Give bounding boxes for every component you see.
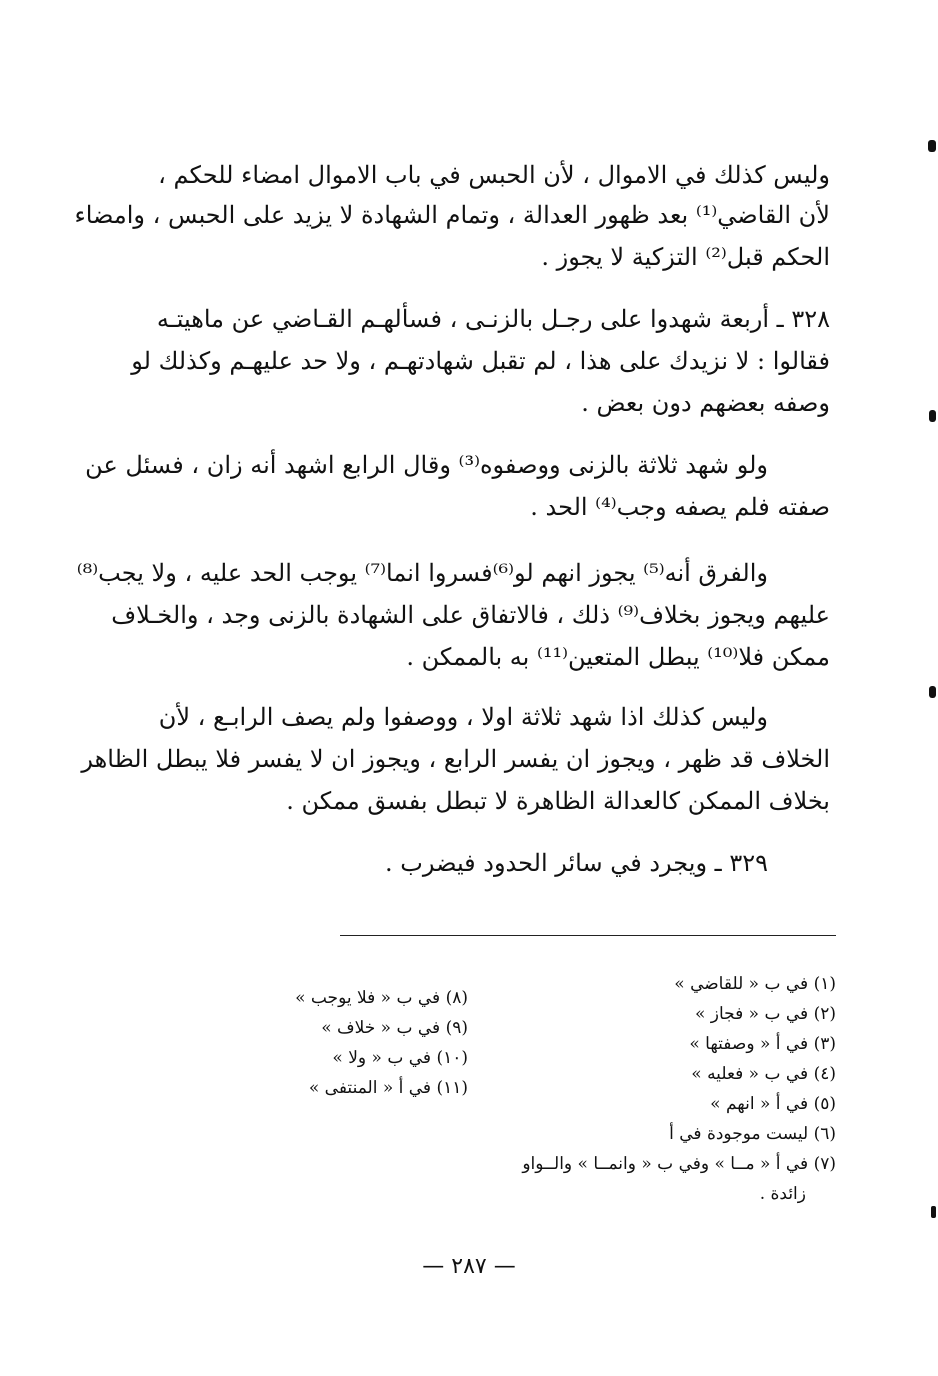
text-line: لأن القاضي⁽¹⁾ بعد ظهور العدالة ، وتمام الشهادة لا يزيد على الحبس ، وامضاء	[74, 201, 830, 229]
text-line: الخلاف قد ظهر ، ويجوز ان يفسر الرابع ، ويجوز ان لا يفسر فلا يبطل الظاهر	[81, 745, 830, 773]
text-line: ولو شهد ثلاثة بالزنى ووصفوه⁽³⁾ وقال الرابع اشهد أنه زان ، فسئل عن	[85, 451, 768, 479]
footnote-separator	[340, 935, 836, 936]
footnote: (٦) ليست موجودة في أ	[669, 1124, 836, 1144]
footnote: زائدة .	[759, 1184, 806, 1204]
scan-mark	[931, 1206, 936, 1218]
footnote: (٧) في أ « مــا » وفي ب « وانمــا » والــواو	[522, 1154, 836, 1174]
footnote: (٢) في ب « فجاز »	[694, 1004, 836, 1024]
footnote: (٤) في ب « فعليه »	[691, 1064, 836, 1084]
text-line: وليس كذلك اذا شهد ثلاثة اولا ، ووصفوا ولم يصف الرابـع ، لأن	[158, 703, 768, 731]
text-line: وليس كذلك في الاموال ، لأن الحبس في باب الاموال امضاء للحكم ،	[158, 161, 830, 189]
text-line: عليهم ويجوز بخلاف⁽⁹⁾ ذلك ، فالاتفاق على الشهادة بالزنى وجد ، والخـلاف	[111, 601, 830, 629]
footnote: (١) في ب « للقاضي »	[674, 974, 836, 994]
scan-mark	[929, 410, 936, 422]
text-line: الحكم قبل⁽²⁾ التزكية لا يجوز .	[541, 243, 830, 271]
text-line: ٣٢٨ ـ أربعة شهدوا على رجـل بالزنـى ، فسألهـم القـاضي عن ماهيتـه	[156, 305, 830, 333]
text-line: بخلاف الممكن كالعدالة الظاهرة لا تبطل بفسق ممكن .	[286, 787, 830, 815]
text-line: والفرق أنه⁽⁵⁾ يجوز انهم لو⁽⁶⁾فسروا انما⁽⁷⁾ يوجب الحد عليه ، ولا يجب⁽⁸⁾	[76, 559, 768, 587]
text-line: ممكن فلا⁽¹⁰⁾ يبطل المتعين⁽¹¹⁾ به بالممكن .	[406, 643, 830, 671]
scan-mark	[929, 686, 936, 698]
text-line: صفته فلم يصفه وجب⁽⁴⁾ الحد .	[530, 493, 830, 521]
footnote: (٣) في أ « وصفتها »	[689, 1034, 836, 1054]
footnote: (١٠) في ب « ولا »	[332, 1048, 468, 1068]
page-number: — ٢٨٧ —	[422, 1254, 516, 1279]
text-line: فقالوا : لا نزيدك على هذا ، لم تقبل شهادتهـم ، ولا حد عليهـم وكذلك لو	[131, 347, 830, 375]
text-line: ٣٢٩ ـ ويجرد في سائر الحدود فيضرب .	[385, 849, 768, 877]
scan-mark	[928, 140, 936, 152]
footnote: (١١) في أ « المنتفى »	[308, 1078, 468, 1098]
footnote: (٩) في ب « خلاف »	[321, 1018, 468, 1038]
footnote: (٥) في أ « انهم »	[710, 1094, 836, 1114]
text-line: وصفه بعضهم دون بعض .	[581, 389, 830, 417]
footnote: (٨) في ب « فلا يوجب »	[295, 988, 468, 1008]
